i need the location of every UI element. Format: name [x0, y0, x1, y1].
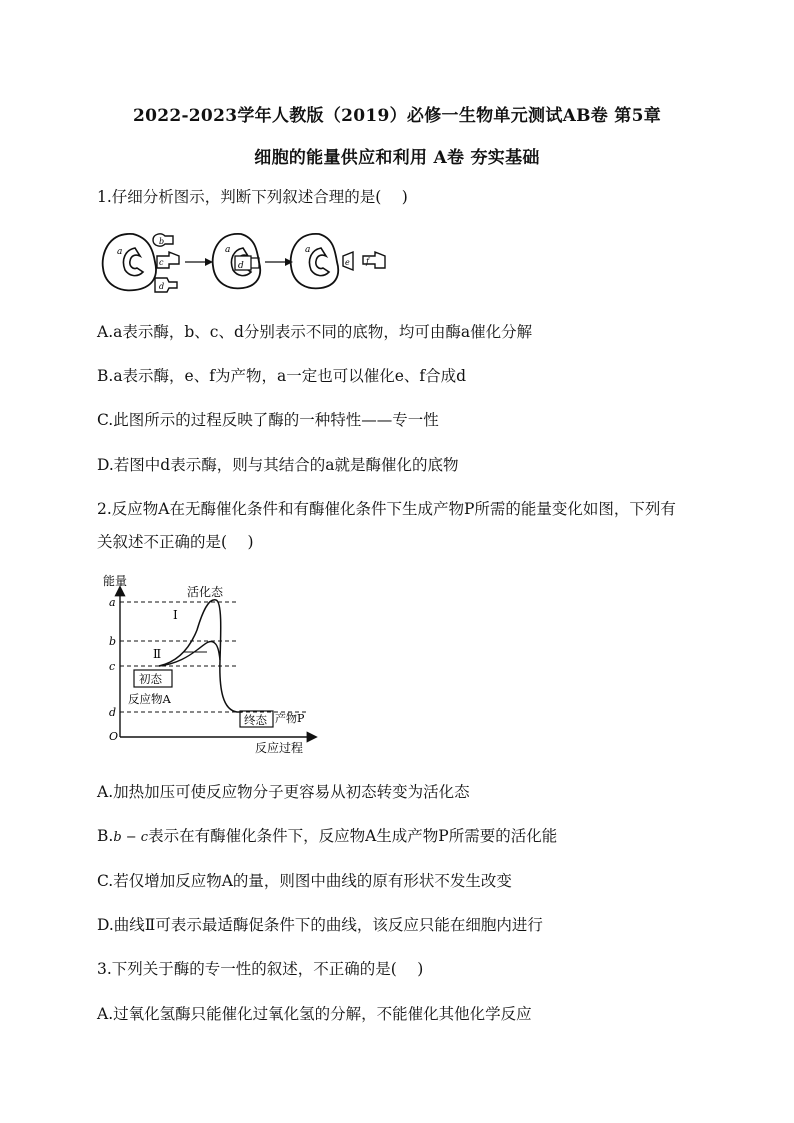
reactant-label: 反应物A	[128, 692, 171, 706]
y-tick-c: c	[109, 660, 116, 673]
x-axis-label: 反应过程	[255, 741, 304, 755]
released-enzyme-label: a	[305, 245, 311, 255]
curve-ii-label: Ⅱ	[153, 647, 162, 661]
question-1-option-d: D.若图中d表示酶，则与其结合的a就是酶催化的底物	[97, 456, 459, 474]
enzyme-label: a	[117, 247, 123, 257]
question-2-option-b	[97, 824, 557, 846]
page-title-line-2: 细胞的能量供应和利用 A卷 夯实基础	[254, 148, 540, 168]
substrate-b-label: b	[159, 237, 165, 246]
y-tick-d: d	[109, 706, 117, 719]
question-2-option-d: D.曲线Ⅱ可表示最适酶促条件下的曲线，该反应只能在细胞内进行	[97, 916, 543, 934]
option-b-prefix: B.	[97, 827, 114, 845]
origin-label: O	[109, 730, 119, 743]
question-1-option-a: A.a表示酶，b、c、d分别表示不同的底物，均可由酶a催化分解	[97, 323, 533, 341]
substrate-d-label: d	[159, 282, 165, 291]
enzyme-substrate-diagram	[95, 226, 395, 298]
substrate-c-label: c	[159, 258, 164, 267]
page-title-line-1: 2022-2023学年人教版（2019）必修一生物单元测试AB卷 第5章	[132, 106, 662, 126]
y-axis-label: 能量	[103, 574, 128, 588]
final-state-label: 终态	[244, 713, 267, 727]
option-b-text: 表示在有酶催化条件下，反应物A生成产物P所需要的活化能	[148, 827, 558, 845]
energy-change-graph	[97, 570, 327, 755]
question-1-stem: 1.仔细分析图示，判断下列叙述合理的是( )	[97, 188, 408, 206]
question-2-option-a: A.加热加压可使反应物分子更容易从初态转变为活化态	[97, 783, 470, 801]
product-label: 产物P	[275, 712, 305, 725]
question-3-stem: 3.下列关于酶的专一性的叙述，不正确的是( )	[97, 960, 424, 978]
product-e-label: e	[345, 258, 350, 267]
curve-i	[159, 600, 242, 712]
curve-i-label: Ⅰ	[173, 608, 178, 622]
y-tick-a: a	[109, 596, 116, 609]
question-1-option-b: B.a表示酶，e、f为产物，a一定也可以催化e、f合成d	[97, 367, 467, 385]
complex-substrate-label: d	[238, 261, 244, 271]
peak-label: 活化态	[187, 585, 224, 599]
option-b-math: b − c	[113, 830, 149, 845]
product-f-label: f	[366, 257, 369, 266]
complex-enzyme-label: a	[225, 245, 231, 255]
question-2-stem-line-2: 关叙述不正确的是( )	[97, 533, 254, 551]
question-2-stem-line-1: 2.反应物A在无酶催化条件和有酶催化条件下生成产物P所需的能量变化如图，下列有	[97, 500, 676, 518]
initial-state-label: 初态	[139, 672, 162, 686]
y-tick-b: b	[109, 635, 117, 648]
question-1-option-c: C.此图所示的过程反映了酶的一种特性——专一性	[97, 411, 439, 429]
question-3-option-a: A.过氧化氢酶只能催化过氧化氢的分解，不能催化其他化学反应	[97, 1005, 532, 1023]
question-2-option-c: C.若仅增加反应物A的量，则图中曲线的原有形状不发生改变	[97, 872, 512, 890]
